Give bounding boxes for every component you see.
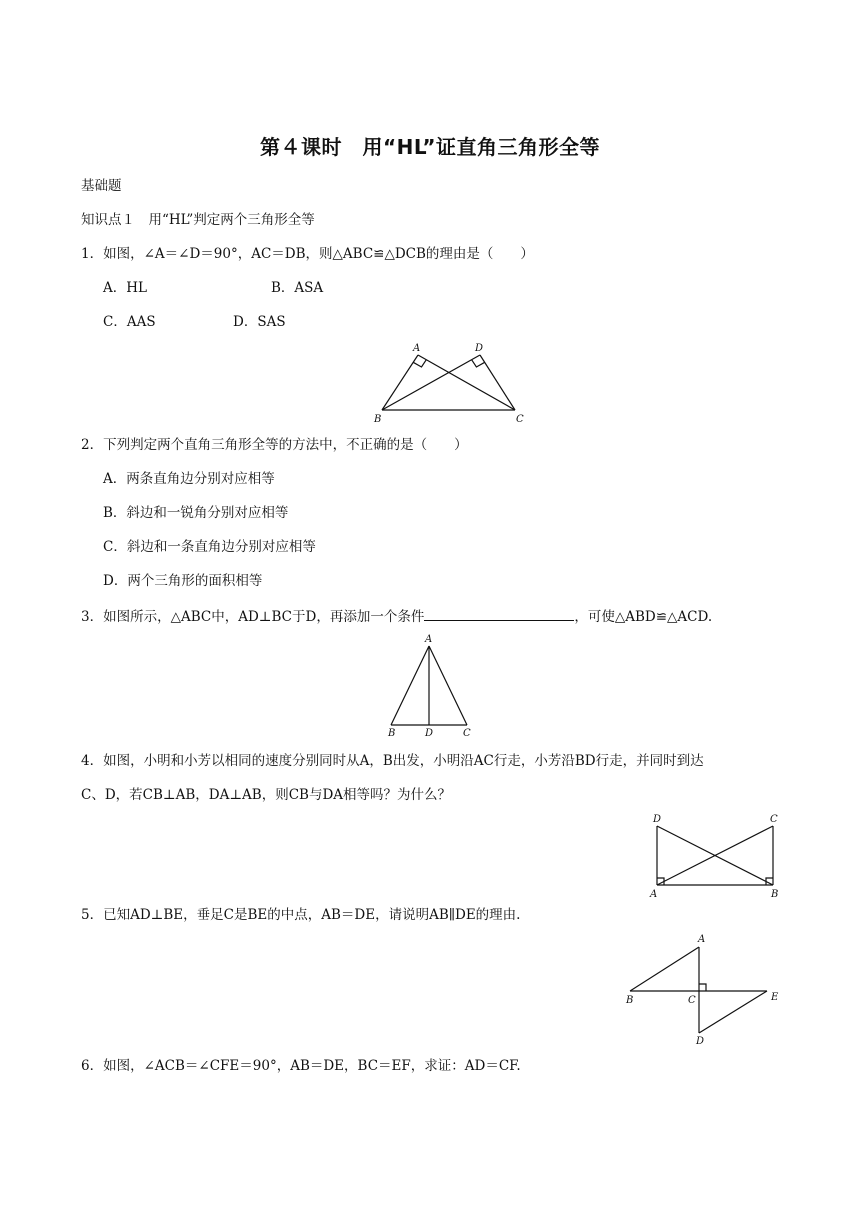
q2-option-b: B．斜边和一锐角分别对应相等 xyxy=(103,505,289,521)
q5-figure xyxy=(620,930,790,1050)
question-2-text: 2．下列判定两个直角三角形全等的方法中，不正确的是（ ） xyxy=(81,437,468,453)
q3-label-c: C xyxy=(463,728,471,739)
q3-figure xyxy=(383,632,478,738)
q3-text-after: ，可使△ABD≌△ACD. xyxy=(574,609,713,625)
q5-label-a: A xyxy=(698,934,706,945)
q4-label-c: C xyxy=(770,814,778,825)
q1-figure xyxy=(370,338,530,426)
q4-figure xyxy=(645,810,785,902)
q5-label-d: D xyxy=(696,1036,705,1047)
q4-label-a: A xyxy=(650,889,658,900)
q3-text-before: 3．如图所示，△ABC中，AD⊥BC于D，再添加一个条件 xyxy=(81,609,425,625)
section-heading: 基础题 xyxy=(81,178,122,194)
q5-figure-lines xyxy=(630,947,767,1033)
q3-label-d: D xyxy=(425,728,434,739)
q2-option-c: C．斜边和一条直角边分别对应相等 xyxy=(103,539,316,555)
question-6-text: 6．如图，∠ACB＝∠CFE＝90°，AB＝DE，BC＝EF，求证：AD＝CF. xyxy=(81,1058,521,1074)
q3-figure-lines xyxy=(391,646,467,725)
question-4-line-1: 4．如图，小明和小芳以相同的速度分别同时从A，B出发，小明沿AC行走，小芳沿BD行走，并同时到达 xyxy=(81,753,704,769)
question-4-line-2: C、D，若CB⊥AB，DA⊥AB，则CB与DA相等吗？为什么？ xyxy=(81,787,452,803)
q1-label-c: C xyxy=(516,414,524,425)
page-title: 第４课时 用“HL”证直角三角形全等 xyxy=(260,135,600,159)
q1-option-a: A．HL xyxy=(103,280,147,296)
q2-option-a: A．两条直角边分别对应相等 xyxy=(103,471,275,487)
q1-figure-lines xyxy=(382,355,515,410)
q3-label-a: A xyxy=(425,634,433,645)
q2-option-d: D．两个三角形的面积相等 xyxy=(103,573,263,589)
q4-label-d: D xyxy=(653,814,662,825)
q5-label-e: E xyxy=(771,992,779,1003)
q1-option-b: B．ASA xyxy=(271,280,324,296)
question-3-text xyxy=(81,606,712,626)
q1-option-d: D．SAS xyxy=(233,314,286,330)
q1-label-a: A xyxy=(413,343,421,354)
q5-label-c: C xyxy=(688,995,696,1006)
question-1-text: 1．如图，∠A＝∠D＝90°，AC＝DB，则△ABC≌△DCB的理由是（ ） xyxy=(81,246,534,262)
q4-figure-lines xyxy=(657,826,773,885)
q1-label-b: B xyxy=(374,414,382,425)
q1-option-c: C．AAS xyxy=(103,314,156,330)
q1-label-d: D xyxy=(475,343,484,354)
knowledge-point-heading: 知识点１ 用“HL”判定两个三角形全等 xyxy=(81,212,315,228)
q5-label-b: B xyxy=(626,995,634,1006)
q3-answer-blank[interactable] xyxy=(424,606,574,621)
q4-label-b: B xyxy=(771,889,779,900)
q3-label-b: B xyxy=(388,728,396,739)
question-5-text: 5．已知AD⊥BE，垂足C是BE的中点，AB＝DE，请说明AB∥DE的理由. xyxy=(81,907,521,923)
